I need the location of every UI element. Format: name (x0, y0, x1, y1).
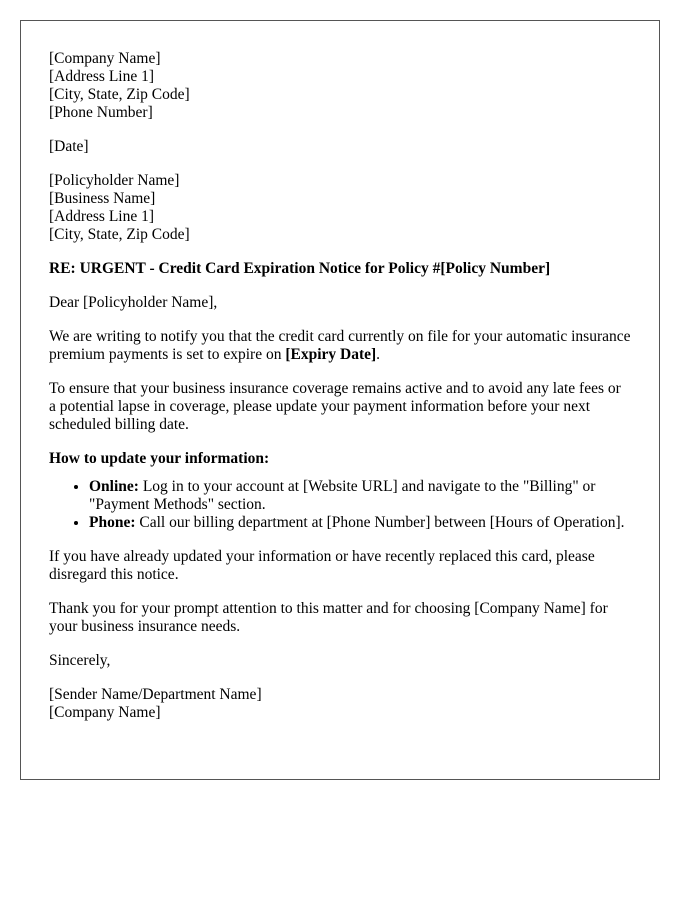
paragraph-disregard: If you have already updated your information or have recently replaced this card, please disregard this notice. (49, 548, 595, 583)
update-options-list (49, 478, 631, 532)
paragraph-expiry-notice (49, 328, 631, 364)
online-text: Log in to your account at [Website URL] and navigate to the "Billing" or "Payment Methods" section. (89, 478, 596, 513)
subject-line: RE: URGENT - Credit Card Expiration Notice for Policy #[Policy Number] (49, 260, 551, 277)
phone-label: Phone: (89, 514, 136, 531)
list-item-phone (89, 514, 631, 532)
letter-date (49, 138, 631, 156)
recipient-city-state-zip: [City, State, Zip Code] (49, 226, 190, 243)
sender-phone-number: [Phone Number] (49, 104, 153, 121)
date-text: [Date] (49, 138, 89, 155)
recipient-address-line-1: [Address Line 1] (49, 208, 155, 225)
letter (20, 20, 660, 780)
signature-company-name: [Company Name] (49, 704, 161, 721)
update-heading: How to update your information: (49, 450, 270, 467)
paragraph-thank-you: Thank you for your prompt attention to this matter and for choosing [Company Name] for your business insurance needs. (49, 600, 608, 635)
phone-text: Call our billing department at [Phone Number] between [Hours of Operation]. (135, 514, 625, 531)
signature-sender-name: [Sender Name/Department Name] (49, 686, 262, 703)
closing: Sincerely, (49, 652, 111, 669)
paragraph-expiry-end: . (376, 346, 381, 363)
sender-city-state-zip: [City, State, Zip Code] (49, 86, 190, 103)
sender-company-name: [Company Name] (49, 50, 161, 67)
list-item-online (89, 478, 631, 514)
salutation: Dear [Policyholder Name], (49, 294, 218, 311)
sender-address-block (49, 50, 631, 122)
recipient-address-block (49, 172, 631, 244)
sender-address-line-1: [Address Line 1] (49, 68, 155, 85)
paragraph-update-request: To ensure that your business insurance coverage remains active and to avoid any late fees or a potential lapse in coverage, please update your payment information before your next scheduled billing date. (49, 380, 621, 433)
recipient-policyholder-name: [Policyholder Name] (49, 172, 180, 189)
paragraph-expiry-text: We are writing to notify you that the credit card currently on file for your automatic insurance premium payments is set to expire on (49, 328, 631, 363)
signature-block (49, 686, 631, 722)
recipient-business-name: [Business Name] (49, 190, 156, 207)
online-label: Online: (89, 478, 139, 495)
expiry-date-placeholder: [Expiry Date] (285, 346, 377, 363)
